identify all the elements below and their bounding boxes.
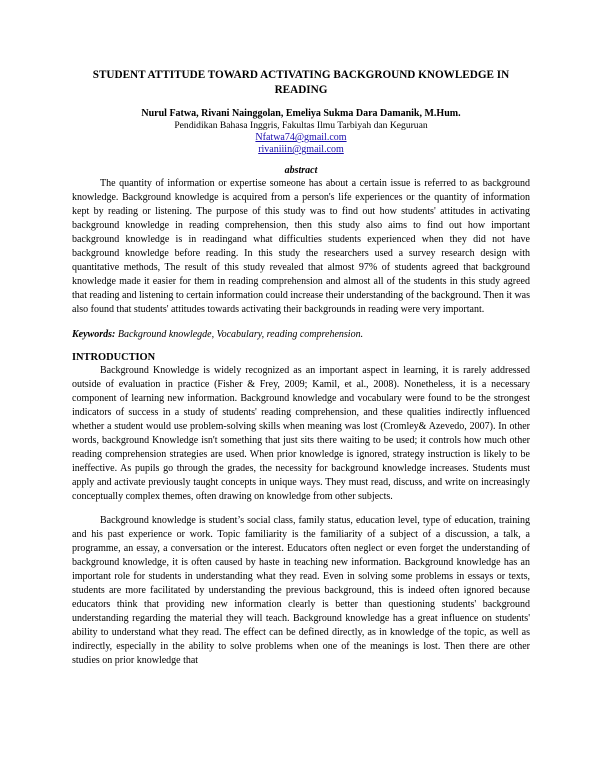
abstract-heading: abstract	[284, 165, 318, 176]
affiliation: Pendidikan Bahasa Inggris, Fakultas Ilmu Tarbiyah dan Keguruan	[174, 120, 428, 131]
intro-paragraph-1: Background Knowledge is widely recognized as an important aspect in learning, it is rarely addressed outside of evaluation in practice (Fisher & Frey, 2009; Kamil, et al., 2008). Nonetheless, it is a necessary component of learning new information. Background knowledge and vocabulary were found to be the strongest indicators of success in a study of students' reading comprehension, and these qualities indirectly influenced whether a student would use problem-solving skills when meaning was lost (Cromley& Azevedo, 2007). In other words, background Knowledge isn't something that just sits there waiting to be used; it controls how much other reading comprehension strategies are used. When prior knowledge is ignored, strategy instruction is likely to be ineffective. As pupils go through the grades, the necessity for background knowledge increases. Students must apply and activate previously taught concepts in unique ways. They must read, discuss, and write on increasingly conceptually complex themes, often drawing on knowledge from other subjects.	[72, 365, 530, 502]
introduction-heading: INTRODUCTION	[72, 352, 156, 363]
authors: Nurul Fatwa, Rivani Nainggolan, Emeliya Sukma Dara Damanik, M.Hum.	[141, 108, 461, 119]
email-link-1[interactable]: Nfatwa74@gmail.com	[255, 132, 347, 143]
abstract-text: The quantity of information or expertise someone has about a certain issue is referred to as background knowledge. Background knowledge is acquired from a person's life experiences or the quantity of information kept by reading or listening. The purpose of this study was to find out how students' attitudes in activating background knowledge in reading comprehension, then this study also aims to find out how important background knowledge is in readingand what difficulties students experienced when they did not have background knowledge before reading. In this study the researchers used a survey research design with quantitative methods, The result of this study revealed that almost 97% of students agreed that background knowledge made it easier for them in reading comprehension and almost all of the students in this study agreed that reading and listening to certain information could increase their understanding of the background. Then it was also found that students' attitudes towards activating their backgrounds in reading were very important.	[72, 178, 530, 315]
keywords	[72, 328, 530, 341]
intro-paragraph-2: Background knowledge is student’s social class, family status, education level, type of education, training and his past experience or work. Topic familiarity is the familiarity of a subject of a discussion, a talk, a programme, an essay, a conversation or the interest. Educators often neglect or even forget the understanding of background knowledge, it is often caused by haste in teaching new information. Background knowledge has an important role for students in understanding what they read. Even in solving some problems in essays or texts, students are more facilitated by understanding the previous background, this is indeed often ignored because educators think that providing new information clearly is better than questioning students' background understanding regarding the material they will teach. Background knowledge has a great influence on students' ability to understand what they read. The effect can be defined directly, as in knowledge of the topic, as well as indirectly, especially in the ability to solve problems when one of the meanings is lost. Then there are other studies on prior knowledge that	[72, 515, 530, 666]
email-2	[72, 144, 530, 156]
paper-title: STUDENT ATTITUDE TOWARD ACTIVATING BACKGROUND KNOWLEDGE IN READING	[92, 69, 510, 96]
email-link-2[interactable]: rivaniiin@gmail.com	[258, 144, 344, 155]
keywords-label: Keywords:	[72, 329, 116, 340]
keywords-text: Background knowlegde, Vocabulary, reading comprehension.	[117, 329, 364, 340]
email-1	[72, 132, 530, 144]
paper-page	[72, 68, 530, 668]
